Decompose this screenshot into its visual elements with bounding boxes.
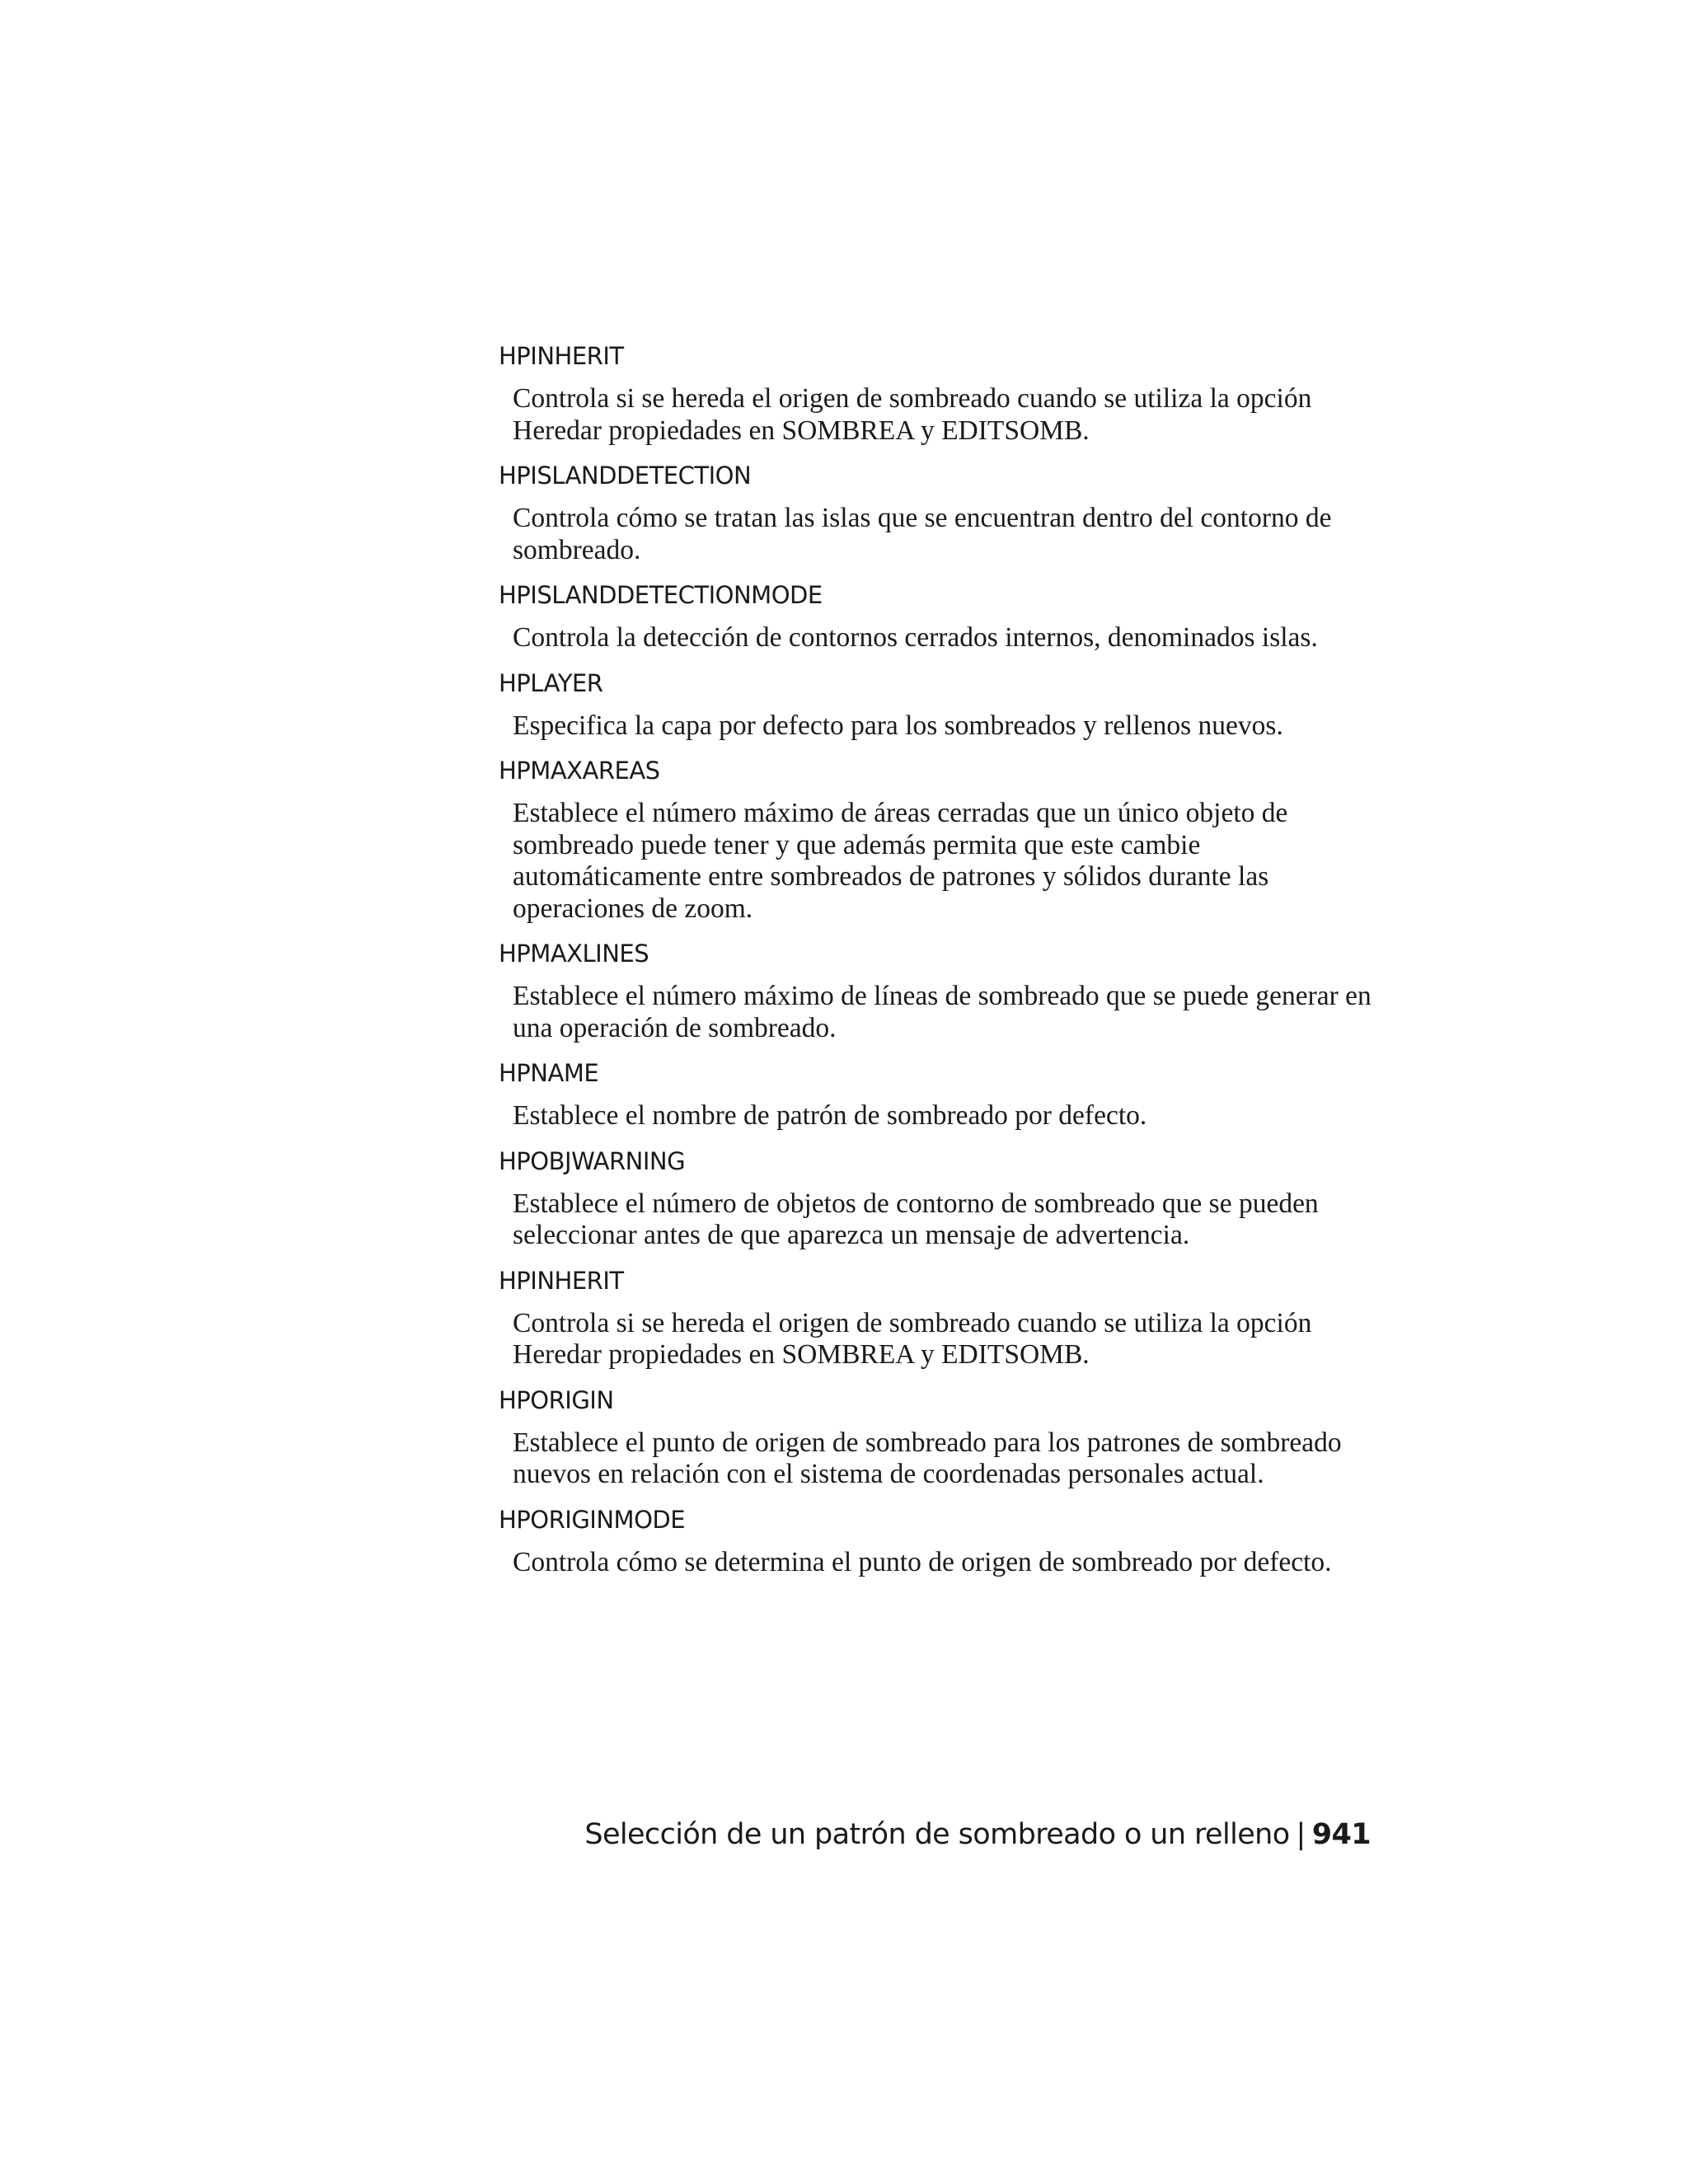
entry-hporigin: [499, 1384, 1397, 1491]
entry-term: HPMAXLINES: [499, 940, 649, 968]
page-number: 941: [1311, 1818, 1371, 1851]
entry-description: Controla la detección de contornos cerrados internos, denominados islas.: [513, 622, 1318, 653]
entry-description: Establece el número máximo de líneas de sombreado que se puede generar en una operación de sombreado.: [513, 981, 1372, 1043]
entry-hpislanddetectionmode: [499, 579, 1397, 654]
footer-section-title: Selección de un patrón de sombreado o un relleno: [584, 1818, 1290, 1851]
entry-hporiginmode: [499, 1503, 1397, 1579]
entry-term: HPLAYER: [499, 668, 603, 697]
entry-description: Establece el nombre de patrón de sombreado por defecto.: [513, 1100, 1147, 1131]
entry-description: Controla cómo se tratan las islas que se encuentran dentro del contorno de sombreado.: [513, 503, 1332, 565]
entry-hplayer: [499, 667, 1397, 743]
entry-hpmaxareas: [499, 754, 1397, 925]
entry-term: HPMAXAREAS: [499, 757, 660, 785]
entry-term: HPINHERIT: [499, 342, 624, 370]
entry-hpinherit-repeat: [499, 1264, 1397, 1371]
entry-description: Establece el número de objetos de contorno de sombreado que se pueden seleccionar antes de que aparezca un mensaje de advertencia.: [513, 1188, 1319, 1250]
entry-term: HPORIGIN: [499, 1385, 614, 1414]
entry-term: HPINHERIT: [499, 1266, 624, 1295]
entry-term: HPORIGINMODE: [499, 1505, 686, 1534]
entry-description: Establece el número máximo de áreas cerradas que un único objeto de sombreado puede tener y que además permita que este cambie automáticamente entre sombreados de patrones y sólidos durante las operaciones de zoom.: [513, 798, 1288, 924]
footer-separator: |: [1296, 1818, 1306, 1851]
entry-term: HPOBJWARNING: [499, 1146, 686, 1175]
entry-term: HPISLANDDETECTIONMODE: [499, 581, 823, 609]
entry-hpislanddetection: [499, 459, 1397, 566]
entry-hpinherit: [499, 340, 1397, 447]
entry-description: Controla si se hereda el origen de sombreado cuando se utiliza la opción Heredar propiedades en SOMBREA y EDITSOMB.: [513, 383, 1312, 446]
entry-term: HPNAME: [499, 1059, 599, 1087]
variable-list: [499, 340, 1397, 1591]
entry-description: Controla si se hereda el origen de sombreado cuando se utiliza la opción Heredar propiedades en SOMBREA y EDITSOMB.: [513, 1307, 1312, 1370]
entry-description: Especifica la capa por defecto para los sombreados y rellenos nuevos.: [513, 710, 1283, 741]
entry-hpname: [499, 1057, 1397, 1132]
page-footer: [584, 1818, 1371, 1851]
entry-term: HPISLANDDETECTION: [499, 462, 752, 490]
entry-hpmaxlines: [499, 937, 1397, 1044]
entry-description: Establece el punto de origen de sombreado para los patrones de sombreado nuevos en relación con el sistema de coordenadas personales actual.: [513, 1427, 1342, 1489]
entry-hpobjwarning: [499, 1145, 1397, 1252]
entry-description: Controla cómo se determina el punto de origen de sombreado por defecto.: [513, 1546, 1332, 1577]
